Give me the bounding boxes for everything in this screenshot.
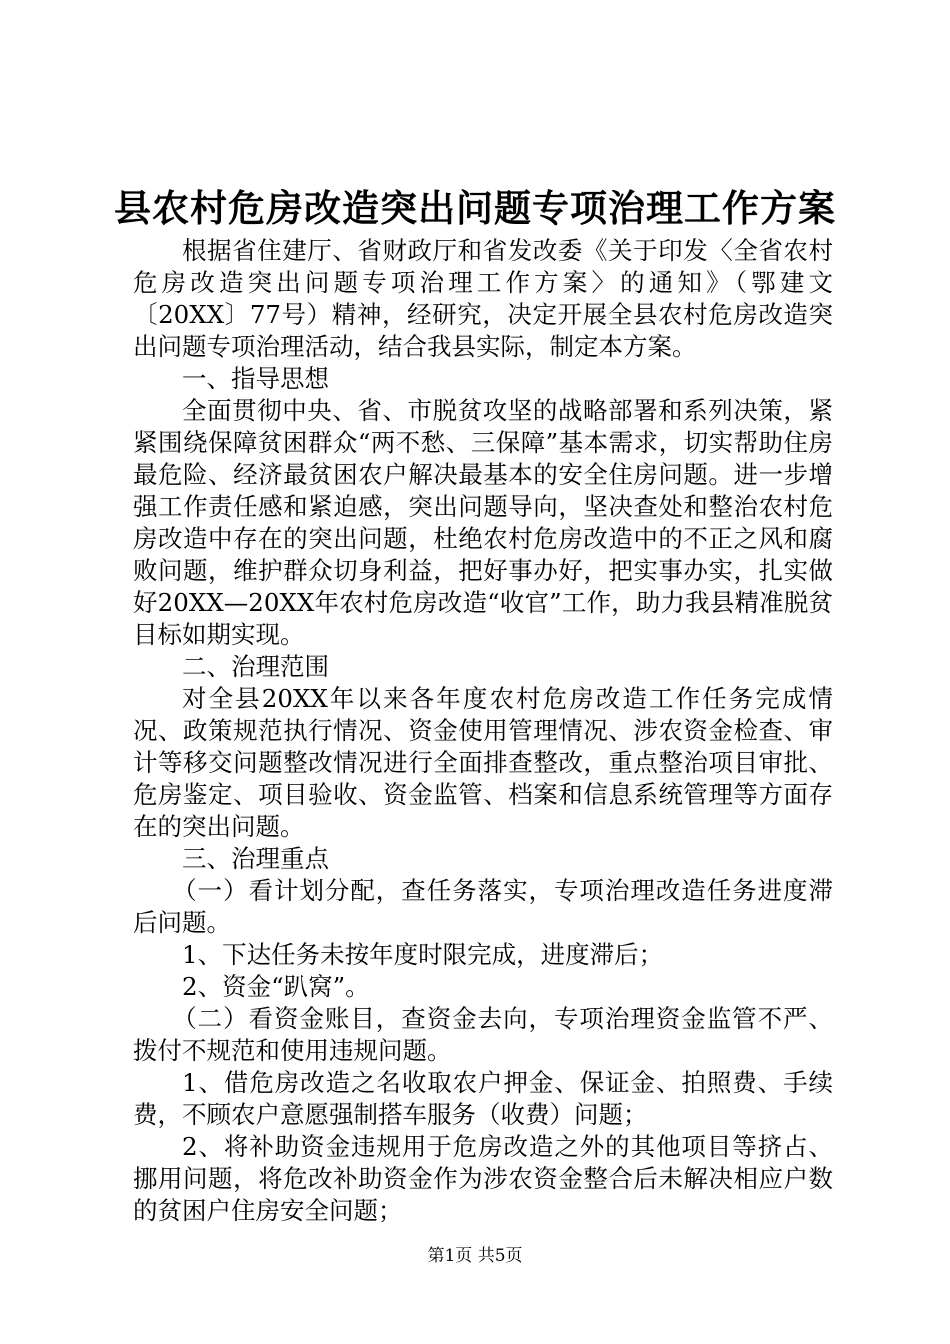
section-heading-focus: 三、治理重点 — [182, 844, 329, 873]
subsection-heading-funds: （二）看资金账目，查资金去向，专项治理资金监管不严、拨付不规范和使用违规问题。 — [133, 1004, 833, 1065]
subsection-heading-plan: （一）看计划分配，查任务落实，专项治理改造任务进度滞后问题。 — [133, 876, 833, 937]
list-item: 1、下达任务未按年度时限完成，进度滞后； — [182, 940, 664, 969]
section-heading-scope: 二、治理范围 — [182, 652, 329, 681]
intro-paragraph: 根据省住建厅、省财政厅和省发改委《关于印发〈全省农村危房改造突出问题专项治理工作方案〉的通知》（鄂建文〔20XX〕77号）精神，经研究，决定开展全县农村危房改造突出问题专项治理活动，结合我县实际，制定本方案。 — [133, 236, 833, 361]
list-item: 2、将补助资金违规用于危房改造之外的其他项目等挤占、挪用问题，将危改补助资金作为涉农资金整合后未解决相应户数的贫困户住房安全问题； — [133, 1132, 833, 1225]
scope-paragraph: 对全县20XX年以来各年度农村危房改造工作任务完成情况、政策规范执行情况、资金使用管理情况、涉农资金检查、审计等移交问题整改情况进行全面排查整改，重点整治项目审批、危房鉴定、项目验收、资金监管、档案和信息系统管理等方面存在的突出问题。 — [133, 684, 833, 841]
guiding-thought-paragraph: 全面贯彻中央、省、市脱贫攻坚的战略部署和系列决策，紧紧围绕保障贫困群众“两不愁、三保障”基本需求，切实帮助住房最危险、经济最贫困农户解决最基本的安全住房问题。进一步增强工作责任感和紧迫感，突出问题导向，坚决查处和整治农村危房改造中存在的突出问题，杜绝农村危房改造中的不正之风和腐败问题，维护群众切身利益，把好事办好，把实事办实，扎实做好20XX—20XX年农村危房改造“收官”工作，助力我县精准脱贫目标如期实现。 — [133, 396, 833, 649]
list-item: 1、借危房改造之名收取农户押金、保证金、拍照费、手续费，不顾农户意愿强制搭车服务（收费）问题； — [133, 1068, 833, 1129]
page-footer: 第1页 共5页 — [427, 1246, 523, 1266]
list-item: 2、资金“趴窝”。 — [182, 972, 370, 1001]
document-title: 县农村危房改造突出问题专项治理工作方案 — [114, 186, 836, 230]
section-heading-guiding-thought: 一、指导思想 — [182, 364, 329, 393]
document-body — [133, 235, 833, 1227]
